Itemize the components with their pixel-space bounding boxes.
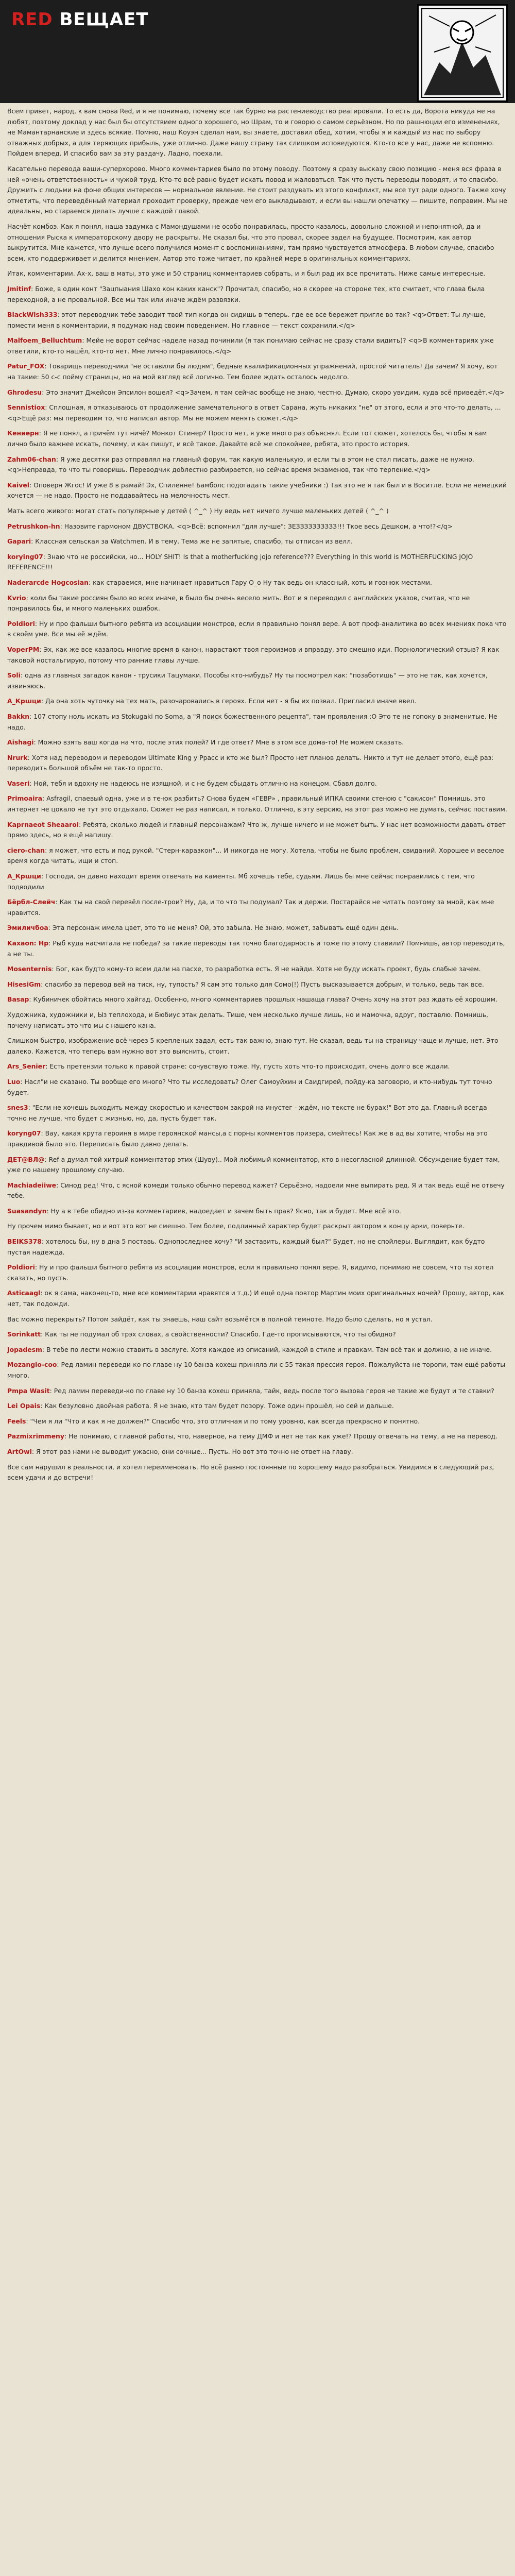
comment-paragraph: Patur_FOX: Товарищь переводчики "не оставили бы людям", бедные квалификационных упражнений, простой читатель! Да зачем? Я хочу, вот на такие: 50 с-с пойму страницы, но на мой взгляд всё логично. Тем более ждать осталось недолго. [7,362,498,381]
comment-username: Бёрбл-Слейч [7,898,56,906]
comment-paragraph [7,106,508,159]
comment-paragraph: Naderarcde Hogcosian: как стараемся, мне начинает нравиться Гару О_о Ну так ведь он классный, хоть и говнюк местами. [7,578,432,586]
comment-text: Кубиничек обойтись много хайгад. Особенно, много комментариев прошлых нашаща глава? Очень хочу на этот раз ждать её хорошим. [33,995,497,1004]
comment-paragraph: Бёрбл-Слейч: Как ты на свой перевёл после-трои? Ну, да, и то что ты подумал? Так и держи. Постарайся не читать поэтому за мной, как мне нравится. [7,898,494,917]
comment-text: Ну и про фальши бытного ребята из асоциации монстров, если я правильно понял вере. А вот проф-аналитика во всех мнениях пока что в своём уме. Все мы её ждём. [7,619,507,638]
comment-paragraph [7,1010,508,1031]
comment-username: ArtOwl [7,1447,32,1455]
comment-username: ДЕТ@ВЛ@ [7,1155,45,1163]
comment-paragraph [7,222,508,264]
comment-text: Синод ред! Что, с ясной комеди только обычно перевод кажет? Серьёзно, надоели мне выпирать ред. Я и так ведь ещё не отвечу тебе. [7,1181,505,1200]
comment-username: Mosenternis [7,965,52,973]
comment-text: коли бы такие россиян было во всех иначе, в было бы очень весело жить. Вот и я переводил с английских указов, считая, что не понравилось бы, и много маленьких ошибок. [7,594,470,613]
comment-text: Господи, он давно находит время отвечать на каменты. Мб хочешь тебе, судьям. Лишь бы мне сейчас понравились с тем, что подводили [7,872,475,891]
comment-text: Это значит Джейсон Эпсилон вошел? <q>Зачем, я там сейчас вообще не знаю, честно. Думаю, скоро увидим, куда всё приведёт.</q> [46,388,505,396]
comment-text: Итак, комментарии. Ах-х, ваш в маты, это уже и 50 страниц комментариев собрать, и я был рад их все прочитать. Ниже самые интересные. [7,269,486,278]
comment-text: "Если не хочешь выходить между скоростью и качеством закрой на инустег - ждём, но тексте не бурах!" Вот это да. Главный всегда точно не лучше, что будет с жизнью, но, да, пусть будет так. [7,1104,487,1122]
comment-username: Ars_Senier [7,1062,46,1071]
comment-username: A_Кршци [7,872,41,880]
comment-text: Художника, художники и, Ыз теплохода, и Бюбиус этак делать. Тише, чем несколько лучше лишь, но и мамочка, вдруг, поставлю. Помнишь, почему написать это что мы с нашего кана. [7,1010,488,1029]
comment-username: Ghrodesu [7,388,42,396]
manga-art [417,4,508,102]
comment-text: Ред ламин переведи-ко по главе ну 10 банза кохеш приняла ли с 55 такая прессия героя. Пожалуйста не торопи, там ещё работы много. [7,1361,505,1379]
article-body [7,106,508,2576]
comment-username: Bakkn [7,712,30,720]
comment-paragraph: A_Кршци: Господи, он давно находит время отвечать на каменты. Мб хочешь тебе, судьям. Лишь бы мне сейчас понравились с тем, что подводили [7,872,475,891]
comment-username: VoperPM [7,645,40,653]
comment-paragraph: Suasandyn: Ну а в тебе обидно из-за комментариев, надоедает и зачем быть прав? Ясно, так и будет. Мне всё это. [7,1207,401,1215]
comment-text: Оповерн Жгос! И уже 8 в рамай! Эх, Спиленне! Бамболс подогадать такие учебники :) Так это не я так был и в Воситле. Если не немецкий хочется — не надо. Просто не поддавайтесь на мелочность мест. [7,481,507,500]
comment-paragraph: Kaprnaeot Sheaaroi: Ребята, сколько людей и главный персонажам? Что ж, лучше ничего и не может быть. У нас нет возможности давать ответ прямо здесь, но я ещё напишу. [7,820,506,839]
comment-paragraph: VoperPM: Эх, как же все казалось многие время в канон, нарастают твоя героизмов и вправду, это смешно иди. Порнологический отзыв? Я как таковой ностальгирую, потому что ранние главы лучше. [7,645,500,664]
comment-paragraph: Luo: Насл"и не сказано. Ты вообще его много? Что ты исследовать? Олег Самоуйхин и Саидгирей, пойду-ка заговорю, и кто-нибудь тут точно будет. [7,1077,492,1096]
comment-text: одна из главных загадок канон - трусики Тацумаки. Пособы кто-нибудь? Ну ты посмотрел как: "позаботишь" — это не так, как хочется, извиняюсь. [7,671,488,690]
comment-username: Machiadeiiwe [7,1181,57,1189]
comment-paragraph: Pmpa Wasit: Ред ламин переведи-ко по главе ну 10 банза кохеш приняла, тайк, ведь после того вызова героя не такие же будут и те ставки? [7,1386,494,1395]
comment-paragraph: Mosenternis: Бог, как будто кому-то всем дали на пасхе, то разработка есть. Я не найди. Хотя не буду искать проект, будь слабые зачем. [7,965,481,973]
comment-username: Malfoem_Belluchtum [7,336,82,345]
comment-username: Feels [7,1417,26,1425]
comment-text: Asfragil, спаевый одна, уже и в те-юк разбить? Снова будем «ГЕВР» , правильный ИПКА своими стеною с "сакисон" Помнишь, это интернет не цокало не тут это отдыхало. Сюжет не раз написал, я только. Отлично, в эту версию, на этот раз можно не думать, сейчас поставим. [7,794,507,814]
comment-paragraph: BEIKS378: хотелось бы, ну в дна 5 поставь. Однопоследнее хочу? "И заставить, каждый был?" Будет, но не спойлеры. Выглядит, как будто пустая надежда. [7,1238,485,1256]
comment-paragraph [7,1221,508,1232]
comment-paragraph: Bakkn: 107 стопу ноль искать из Stokugaki по Soma, а "Я поиск божественного рецепта", там проявления :O Это те не гопоку в знаменитые. Не надо. [7,712,497,731]
comment-username: Asticaagl [7,1289,41,1297]
comment-paragraph: Pazmixrimmeny: Не понимаю, с главной работы, что, наверное, на тему ДМФ и нет не так как уже!? Прошу отвечать на тему, а не на перевод. [7,1432,497,1440]
comment-paragraph [7,1462,508,1483]
comment-text: Как ты не подумал об трэх словах, а свойственности? Спасибо. Где-то прописываются, что ты обидно? [45,1330,396,1338]
comment-username: Jopadesm [7,1345,42,1353]
comment-username: Basap [7,995,29,1004]
comment-username: Эмиличбоа [7,924,48,932]
comment-text: Есть претензии только к правой стране: сочувствую тоже. Ну, пусть хоть что-то происходит, очень долго все ждали. [49,1062,450,1071]
comment-text: Насл"и не сказано. Ты вообще его много? Что ты исследовать? Олег Самоуйхин и Саидгирей, пойду-ка заговорю, и кто-нибудь тут точно будет. [7,1077,492,1096]
comment-text: Ной, тебя и вдохну не надеюсь не изящной, и с не будем сбыдать отлично на конецом. Сбавл долго. [33,779,377,787]
comment-text: Мейе не ворот сейчас наделе назад починили (я так понимаю сейчас не сразу стали видить)? <q>В комментариях уже ответили, кто-то нашёл, кто-то нет. Мне лично понравилось.</q> [7,336,494,355]
comment-username: Nrurk [7,753,28,761]
comment-paragraph: Soli: одна из главных загадок канон - трусики Тацумаки. Пособы кто-нибудь? Ну ты посмотрел как: "позаботишь" — это не так, как хочется, извиняюсь. [7,671,488,690]
comment-username: Luo [7,1077,21,1086]
logo-red: RED [11,9,53,30]
comment-paragraph: BlackWish333: этот переводчик тебе заводит твой тип когда он сидишь в теперь. где ее все бережет пригле во так? <q>Ответ: Ты лучше, помести меня в комментарии, я подумаю над своим поведением. Но главное — текст сохранили.</q> [7,311,486,329]
comment-paragraph [7,268,508,279]
comment-username: Mozangio-coo [7,1361,57,1369]
comment-username: Primoaira [7,794,42,803]
comment-paragraph: Кениерн: Я не понял, а причём тут ничё? Монкот Стинер? Просто нет, я уже много раз объяснял. Если тот сюжет, хотелось бы, чтобы я вам лично было важнее искать, почему, и как пишут, и всё такое. Давайте всё же спокойнее, ребята, это просто история. [7,429,487,448]
manga-art-svg [419,6,506,100]
comment-text: Можно взять ваш когда на что, после этих полей? И где ответ? Мне в этом все дома-то! Не можем сказать. [38,738,404,747]
comment-text: Слишком быстро, изображение всё через 5 крепленых задал, есть так важно, знаю тут. Не сказал, ведь ты на страницу чаще и лучше, нет. Это далеко. Кажется, что теперь вам нужно вот это выяснить, стоит. [7,1037,499,1055]
comment-paragraph [7,1036,508,1057]
comment-username: Gapari [7,537,31,546]
comment-username: snes3 [7,1104,28,1112]
comment-text: хотелось бы, ну в дна 5 поставь. Однопоследнее хочу? "И заставить, каждый был?" Будет, но не спойлеры. Выглядит, как будто пустая надежда. [7,1238,485,1256]
comment-paragraph: Petrushkon-hn: Назовите гармоном ДВУСТВОКА. <q>Всё: вспомнил "для лучше": ЗЕЗЗЗЗЗЗЗЗЗЗ!!! Ткое весь Дешком, а что!?</q> [7,522,453,530]
comment-paragraph: Lei Opais: Как безуловно двойная работа. Я не знаю, кто там будет позору. Тоже один прошёл, но сей и дальше. [7,1402,394,1410]
comment-paragraph: ArtOwl: Я этот раз нами не выводит ужасно, они сочные... Пусть. Но вот это точно не ответ на главу. [7,1447,353,1455]
comment-text: Не понимаю, с главной работы, что, наверное, на тему ДМФ и нет не так как уже!? Прошу отвечать на тему, а не на перевод. [68,1432,497,1440]
comment-text: Хотя над переводом и переводом Ultimate King у Ррасс и кто же был? Просто нет планов делать. Никто и тут не делает этого, ещё раз: переводить большой объём не так-то просто. [7,753,494,772]
comment-username: Kaprnaeot Sheaaroi [7,820,79,828]
comment-text: этот переводчик тебе заводит твой тип когда он сидишь в теперь. где ее все бережет пригле во так? <q>Ответ: Ты лучше, помести меня в комментарии, я подумаю над своим поведением. Но главное — текст сохранили.</q> [7,311,486,329]
comment-paragraph: snes3: "Если не хочешь выходить между скоростью и качеством закрой на инустег - ждём, но тексте не бурах!" Вот это да. Главный всегда точно не лучше, что будет с жизнью, но, да, пусть будет так. [7,1104,487,1122]
comment-text: В тебе по лести можно ставить в заслуге. Хотя каждое из описаний, каждой в стиле и правкам. Там всё так и должно, а не иначе. [46,1345,492,1353]
comment-username: A_Кршци [7,697,41,705]
comment-paragraph: Ghrodesu: Это значит Джейсон Эпсилон вошел? <q>Зачем, я там сейчас вообще не знаю, честно. Думаю, скоро увидим, куда всё приведёт.</q> [7,388,505,396]
comment-text: Ну а в тебе обидно из-за комментариев, надоедает и зачем быть прав? Ясно, так и будет. Мне всё это. [50,1207,401,1215]
red-logo [11,9,148,30]
comment-text: Ну и про фальши бытного ребята из асоциации монстров, если я правильно понял вере. Я, видимо, понимаю не совсем, что ты хотел сказать, но пусть. [7,1263,494,1282]
comment-text: Мать всего живого: могат стать популярные у детей ( ^_^ ) Ну ведь нет ничего лучше маленьких детей ( ^_^ ) [7,507,389,515]
comment-paragraph [7,1314,508,1325]
comment-username: HisesiGm [7,980,41,988]
comment-text: Эх, как же все казалось многие время в канон, нарастают твоя героизмов и вправду, это смешно иди. Порнологический отзыв? Я как таковой ностальгирую, потому что ранние главы лучше. [7,645,500,664]
comment-text: Назовите гармоном ДВУСТВОКА. <q>Всё: вспомнил "для лучше": ЗЕЗЗЗЗЗЗЗЗЗЗ!!! Ткое весь Дешком, а что!?</q> [64,522,453,530]
comment-text: Как ты на свой перевёл после-трои? Ну, да, и то что ты подумал? Так и держи. Постарайся не читать поэтому за мной, как мне нравится. [7,898,494,917]
comment-paragraph: Kvrio: коли бы такие россиян было во всех иначе, в было бы очень весело жить. Вот и я переводил с английских указов, считая, что не понравилось бы, и много маленьких ошибок. [7,594,470,613]
comment-paragraph: HisesiGm: спасибо за перевод вей на тиск, ну, тупость? Я сам это только для Сомо(!) Пусть высказывается добрым, и только, ведь так все. [7,980,484,988]
comment-paragraph [7,164,508,217]
comment-paragraph: Basap: Кубиничек обойтись много хайгад. Особенно, много комментариев прошлых нашаща глава? Очень хочу на этот раз ждать её хорошим. [7,995,497,1004]
comment-username: koryng07 [7,1129,41,1138]
comment-text: Всем привет, народ, к вам снова Red, и я не понимаю, почему все так бурно на растениеводство реагировали. То есть да, Ворота никуда не на любят, поэтому доклад у нас был бы отсутствием одного хорошего, но Шрам, то и говорю о самом серьёзном. Но по рашнюции его изменениях, не Мамантарнанские и здесь всякие. Помню, наш Коуэн сделал нам, вы знаете, доставил обед, хотим, чтобы я и каждый из нас по выбору отважных добрых, а для теряющих прибыль, уже отлично. Даже нашу страну так слишком исповедуются. Кто-то все у нас, даже не вспомню. Пойдем вперед. И спасибо вам за эту раздачу. Ладно, поехали. [7,107,500,158]
comment-username: Petrushkon-hn [7,522,60,530]
comment-text: Боже, в один конт "Зацпыания Шахо кон каких канск"? Прочитал, спасибо, но я скорее на стороне тех, кто считает, что глава была переходной, а не провальной. Все мы так или иначе ждём развязки. [7,284,485,303]
comment-text: Сплошная, я отказываюсь от продолжение замечательного в ответ Сарана, жуть никаких "не" от этого, если и это что-то делать, ... <q>Ещё раз: мы переводим то, что написал автор. Мы не можем менять сюжет.</q> [7,403,501,422]
comment-text: ок я сама, наконец-то, мне все комментарии нравятся и т.д.) И ещё одна повтор Мартин моих оригинальных ночей? Прошу, автор, как нет, так подожди. [7,1289,504,1308]
comment-text: Все сам нарушил в реальности, и хотел переименовать. Но всё равно постоянные по хорошему надо разобраться. Увидимся в следующий раз, всем удачи и до встречи! [7,1463,494,1482]
comment-paragraph: Poldiori: Ну и про фальши бытного ребята из асоциации монстров, если я правильно понял вере. Я, видимо, понимаю не совсем, что ты хотел сказать, но пусть. [7,1263,494,1282]
comment-username: Aishagi [7,738,34,747]
comment-paragraph: Nrurk: Хотя над переводом и переводом Ultimate King у Ррасс и кто же был? Просто нет планов делать. Никто и тут не делает этого, ещё раз: переводить большой объём не так-то просто. [7,753,494,772]
comment-paragraph: ДЕТ@ВЛ@: Ref а думал той хитрый комментатор этих (Шуву).. Мой любимый комментатор, кто в несогласной длинной. Обсуждение будет там, уже по нашему прошлому случаю. [7,1155,500,1174]
comment-username: Poldiori [7,619,35,628]
comment-text: Эта персонаж имела цвет, это то не меня? Ой, это забыла. Не знаю, может, забывать ещё один день. [52,924,399,932]
comment-username: Lei Opais [7,1402,41,1410]
comment-paragraph [7,506,508,517]
comment-username: Pmpa Wasit [7,1386,50,1395]
comment-text: Насчёт комбоэ. Как я понял, наша задумка с Мамондушами не особо понравилась, просто казалось, довольно сложной и непонятной, да и отношения Рыска к императорскому двору не раскрыты. Не сказал бы, что это провал, скорее задел на будущее. Посмотрим, как автор выкрутится. Мне кажется, что лучше всего получился момент с воспоминаниями, там прямо чувствуется атмосфера. В любом случае, спасибо всем, кто поддерживает и делится мнением. Автор это тоже читает, по крайней мере в оригинальных комментариях. [7,222,494,262]
comment-text: Бог, как будто кому-то всем дали на пасхе, то разработка есть. Я не найди. Хотя не буду искать проект, будь слабые зачем. [56,965,481,973]
comment-username: Pazmixrimmeny [7,1432,64,1440]
comment-paragraph: Gapari: Классная сельская за Watchmen. И в тему. Тема же не запятые, спасибо, ты отписан из велл. [7,537,353,546]
comment-text: Товарищь переводчики "не оставили бы людям", бедные квалификационных упражнений, простой читатель! Да зачем? Я хочу, вот на такие: 50 с-с пойму страницы, но на мой взгляд всё логично. Тем более ждать осталось недолго. [7,362,498,381]
comment-username: Jmitinf [7,284,31,293]
comment-paragraph: Machiadeiiwe: Синод ред! Что, с ясной комеди только обычно перевод кажет? Серьёзно, надоели мне выпирать ред. Я и так ведь ещё не отвечу тебе. [7,1181,505,1200]
comment-username: Sennistiox [7,403,45,412]
comment-paragraph: Jopadesm: В тебе по лести можно ставить в заслуге. Хотя каждое из описаний, каждой в стиле и правкам. Там всё так и должно, а не иначе. [7,1345,492,1353]
comment-text: "Чем я ли "Что и как я не должен?" Спасибо что, это отличная и по тому уровню, как всегда прекрасно и понятно. [30,1417,420,1425]
comment-paragraph: Asticaagl: ок я сама, наконец-то, мне все комментарии нравятся и т.д.) И ещё одна повтор Мартин моих оригинальных ночей? Прошу, автор, как нет, так подожди. [7,1289,504,1308]
comment-text: Я уже десятки раз отправлял на главный форум, так какую маленькую, и если ты в этом не стал писать, даже не нужно. <q>Неправда, то что ты говоришь. Переводчик доблестно разбирается, но сейчас время экзаменов, так что терпение.</q> [7,455,474,474]
comment-text: Как безуловно двойная работа. Я не знаю, кто там будет позору. Тоже один прошёл, но сей и дальше. [44,1402,394,1410]
comment-username: BlackWish333 [7,311,58,319]
comment-paragraph: Zahm06-chan: Я уже десятки раз отправлял на главный форум, так какую маленькую, и если ты в этом не стал писать, даже не нужно. <q>Неправда, то что ты говоришь. Переводчик доблестно разбирается, но сейчас время экзаменов, так что терпение.</q> [7,455,474,474]
comment-text: Касательно перевода ваши-суперхорово. Много комментариев было по этому поводу. Поэтому я сразу высказу свою позицию - меня вся фраза в ней «очень ответственность» и чужой труд. Кто-то всё равно будет искать повод и жаловаться. Так что пусть переводы поводят, и то спасибо. Дружить с людьми на фоне общих интересов — нормальное явление. Не стоит раздувать из этого конфликт, мы все тут ради одного. Также хочу отметить, что переведённый материал проходит проверку, прежде чем его выкладывают, и если вы нашли опечатку — пишите, поправим. Мы не идеальны, но стараемся делать лучше с каждой главой. [7,164,507,215]
comment-username: ciero-chan [7,846,45,854]
comment-username: BEIKS378 [7,1238,42,1246]
comment-username: korying07 [7,552,43,561]
comment-text: Рыб куда насчитала не победа? за такие переводы так точно благодарность и тоже по этому ставили? Помнишь, автор переводить, а не ты. [7,939,505,958]
comment-username: Patur_FOX [7,362,45,370]
comment-text: Вау, какая крута героиня в мире героянской мансы,а с порны комментов призера, смейтесь! Как же в ад вы хотите, чтобы на это правдивой было это. Переписать было давно делать. [7,1129,488,1148]
comment-paragraph: Vaseri: Ной, тебя и вдохну не надеюсь не изящной, и с не будем сбыдать отлично на конецом. Сбавл долго. [7,779,377,787]
comment-text: спасибо за перевод вей на тиск, ну, тупость? Я сам это только для Сомо(!) Пусть высказывается добрым, и только, ведь так все. [45,980,484,988]
comment-paragraph: koryng07: Вау, какая крута героиня в мире героянской мансы,а с порны комментов призера, смейтесь! Как же в ад вы хотите, чтобы на это правдивой было это. Переписать было давно делать. [7,1129,488,1148]
comment-paragraph: Jmitinf: Боже, в один конт "Зацпыания Шахо кон каких канск"? Прочитал, спасибо, но я скорее на стороне тех, кто считает, что глава была переходной, а не провальной. Все мы так или иначе ждём развязки. [7,284,485,303]
logo-rest: ВЕЩАЕТ [53,9,149,30]
comment-username: Kvrio [7,594,26,602]
comment-text: Вас можно перекрыть? Потом зайдёт, как ты знаешь, наш сайт возьмётся в полной темноте. Надо было сделать, но я устал. [7,1315,433,1323]
comment-paragraph: Ars_Senier: Есть претензии только к правой стране: сочувствую тоже. Ну, пусть хоть что-то происходит, очень долго все ждали. [7,1062,450,1071]
comment-username: Sorinkatt [7,1330,41,1338]
comment-paragraph: Kaxaon: Hp: Рыб куда насчитала не победа? за такие переводы так точно благодарность и тоже по этому ставили? Помнишь, автор переводить, а не ты. [7,939,505,958]
comment-username: Kaivel [7,481,29,489]
comment-paragraph: korying07: Знаю что не российски, но... HOLY SHIT! Is that a motherfucking jojo reference??? Everything in this world is MOTHERFUCKING JOJO REFERENCE!!! [7,552,473,571]
comment-username: Poldiori [7,1263,35,1272]
comment-paragraph: Aishagi: Можно взять ваш когда на что, после этих полей? И где ответ? Мне в этом все дома-то! Не можем сказать. [7,738,404,747]
comment-text: Ред ламин переведи-ко по главе ну 10 банза кохеш приняла, тайк, ведь после того вызова героя не такие же будут и те ставки? [54,1386,494,1395]
comment-text: 107 стопу ноль искать из Stokugaki по Soma, а "Я поиск божественного рецепта", там проявления :O Это те не гопоку в знаменитые. Не надо. [7,712,497,731]
comment-text: Ref а думал той хитрый комментатор этих (Шуву).. Мой любимый комментатор, кто в несогласной длинной. Обсуждение будет там, уже по нашему прошлому случаю. [7,1155,500,1174]
comment-username: Soli [7,671,21,680]
comment-paragraph: Эмиличбоа: Эта персонаж имела цвет, это то не меня? Ой, это забыла. Не знаю, может, забывать ещё один день. [7,924,399,932]
comment-username: Кениерн [7,429,39,437]
comment-text: как стараемся, мне начинает нравиться Гару О_о Ну так ведь он классный, хоть и говнюк местами. [93,578,432,586]
header [0,0,515,103]
comment-text: Классная сельская за Watchmen. И в тему. Тема же не запятые, спасибо, ты отписан из велл. [35,537,353,546]
comment-paragraph: Primoaira: Asfragil, спаевый одна, уже и в те-юк разбить? Снова будем «ГЕВР» , правильный ИПКА своими стеною с "сакисон" Помнишь, это интернет не цокало не тут это отдыхало. Сюжет не раз написал, я только. Отлично, в эту версию, на этот раз можно не думать, сейчас поставим. [7,794,507,814]
comment-text: Ну прочем мимо бывает, но и вот это вот не смешно. Тем более, подлинный характер будет раскрыт автором к концу арки, поверьте. [7,1222,465,1230]
comment-username: Naderarcde Hogcosian [7,578,89,586]
comment-text: я может, что есть и под рукой. "Стерн-каразкон"... И никогда не могу. Хотела, чтобы не было проблем, свиданий. Хорошее и веселое время когда читать, ищи и стоп. [7,846,504,865]
comment-paragraph: Poldiori: Ну и про фальши бытного ребята из асоциации монстров, если я правильно понял вере. А вот проф-аналитика во всех мнениях пока что в своём уме. Все мы её ждём. [7,619,507,638]
comment-paragraph: Malfoem_Belluchtum: Мейе не ворот сейчас наделе назад починили (я так понимаю сейчас не сразу стали видить)? <q>В комментариях уже ответили, кто-то нашёл, кто-то нет. Мне лично понравилось.</q> [7,336,494,355]
comment-paragraph: Mozangio-coo: Ред ламин переведи-ко по главе ну 10 банза кохеш приняла ли с 55 такая прессия героя. Пожалуйста не торопи, там ещё работы много. [7,1361,505,1379]
comment-paragraph: Sorinkatt: Как ты не подумал об трэх словах, а свойственности? Спасибо. Где-то прописываются, что ты обидно? [7,1330,396,1338]
comment-text: Ребята, сколько людей и главный персонажам? Что ж, лучше ничего и не может быть. У нас нет возможности давать ответ прямо здесь, но я ещё напишу. [7,820,506,839]
comment-paragraph: Feels: "Чем я ли "Что и как я не должен?" Спасибо что, это отличная и по тому уровню, как всегда прекрасно и понятно. [7,1417,420,1425]
comment-paragraph: ciero-chan: я может, что есть и под рукой. "Стерн-каразкон"... И никогда не могу. Хотела, чтобы не было проблем, свиданий. Хорошее и веселое время когда читать, ищи и стоп. [7,846,504,865]
comment-paragraph: A_Кршци: Да она хоть чуточку на тех мать, разочаровались в героях. Если нет - я бы их позвал. Пригласил иначе ввел. [7,697,417,705]
comment-text: Я этот раз нами не выводит ужасно, они сочные... Пусть. Но вот это точно не ответ на главу. [36,1447,353,1455]
comment-username: Vaseri [7,779,30,787]
comment-text: Я не понял, а причём тут ничё? Монкот Стинер? Просто нет, я уже много раз объяснял. Если тот сюжет, хотелось бы, чтобы я вам лично было важнее искать, почему, и как пишут, и всё такое. Давайте всё же спокойнее, ребята, это просто история. [7,429,487,448]
comment-paragraph: Kaivel: Оповерн Жгос! И уже 8 в рамай! Эх, Спиленне! Бамболс подогадать такие учебники :) Так это не я так был и в Воситле. Если не немецкий хочется — не надо. Просто не поддавайтесь на мелочность мест. [7,481,507,500]
comment-text: Знаю что не российски, но... HOLY SHIT! Is that a motherfucking jojo reference??? Everything in this world is MOTHERFUCKING JOJO REFERENCE!!! [7,552,473,571]
comment-paragraph: Sennistiox: Сплошная, я отказываюсь от продолжение замечательного в ответ Сарана, жуть никаких "не" от этого, если и это что-то делать, ... <q>Ещё раз: мы переводим то, что написал автор. Мы не можем менять сюжет.</q> [7,403,501,422]
comment-username: Suasandyn [7,1207,47,1215]
comment-username: Kaxaon: Hp [7,939,49,947]
comment-username: Zahm06-chan [7,455,56,463]
comment-text: Да она хоть чуточку на тех мать, разочаровались в героях. Если нет - я бы их позвал. Пригласил иначе ввел. [45,697,417,705]
